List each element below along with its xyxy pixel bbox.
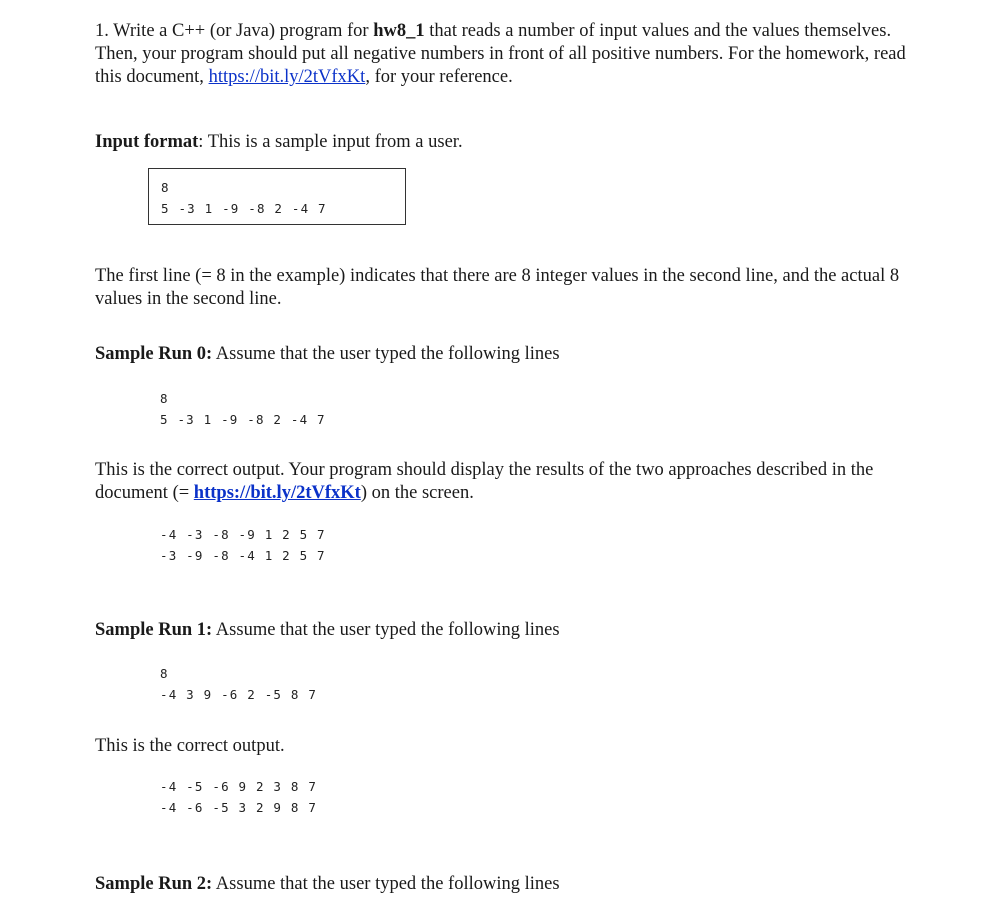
code-line: 5 -3 1 -9 -8 2 -4 7 [161,201,327,216]
sample-run-1-heading [95,619,560,642]
sample-run-0-text: Assume that the user typed the following lines [212,344,560,364]
intro-text-2: that reads a number of input values and the values themselves. Then, your program should put all negative numbers in front of all positive numbers. For the homework, read this document, [95,21,906,87]
sample-run-1-input [160,663,317,705]
sample-run-1-label: Sample Run 1: [95,620,213,640]
code-line: 8 [161,180,170,195]
input-format-box [148,168,406,225]
sample-run-0-heading [95,343,560,366]
intro-text-1: 1. Write a C++ (or Java) program for [95,21,374,41]
input-format-label: Input format [95,132,199,152]
code-line: 8 [160,391,169,406]
sample-run-0-label: Sample Run 0: [95,344,213,364]
program-name: hw8_1 [373,21,425,41]
sample-run-0-input [160,388,326,430]
intro-paragraph [95,20,925,89]
sample-run-0-output [160,524,326,566]
sample-run-2-heading [95,873,560,896]
output-text-1: This is the correct output. Your program should display the results of the two approaches described in the document (= [95,460,874,503]
input-format-code [161,177,327,219]
explanation-paragraph: The first line (= 8 in the example) indicates that there are 8 integer values in the second line, and the actual 8 values in the second line. [95,266,900,309]
code-line: -4 -5 -6 9 2 3 8 7 [160,779,318,794]
sample-run-1-output-text: This is the correct output. [95,736,285,756]
reference-link[interactable]: https://bit.ly/2tVfxKt [208,67,366,87]
input-format-text: : This is a sample input from a user. [198,132,463,152]
code-line: -4 -3 -8 -9 1 2 5 7 [160,527,326,542]
sample-run-2-text: Assume that the user typed the following lines [212,874,560,894]
code-line: -4 3 9 -6 2 -5 8 7 [160,687,318,702]
code-line: 8 [160,666,169,681]
input-format-heading [95,131,463,154]
code-line: -3 -9 -8 -4 1 2 5 7 [160,548,326,563]
sample-run-1-output [160,776,317,818]
reference-link-bold[interactable]: https://bit.ly/2tVfxKt [193,483,361,503]
sample-run-0-output-text [95,459,935,505]
code-line: 5 -3 1 -9 -8 2 -4 7 [160,412,326,427]
sample-run-1-text: Assume that the user typed the following lines [212,620,560,640]
code-line: -4 -6 -5 3 2 9 8 7 [160,800,318,815]
intro-text-3: , for your reference. [365,67,513,87]
sample-run-2-label: Sample Run 2: [95,874,213,894]
output-text-2: ) on the screen. [360,483,474,503]
